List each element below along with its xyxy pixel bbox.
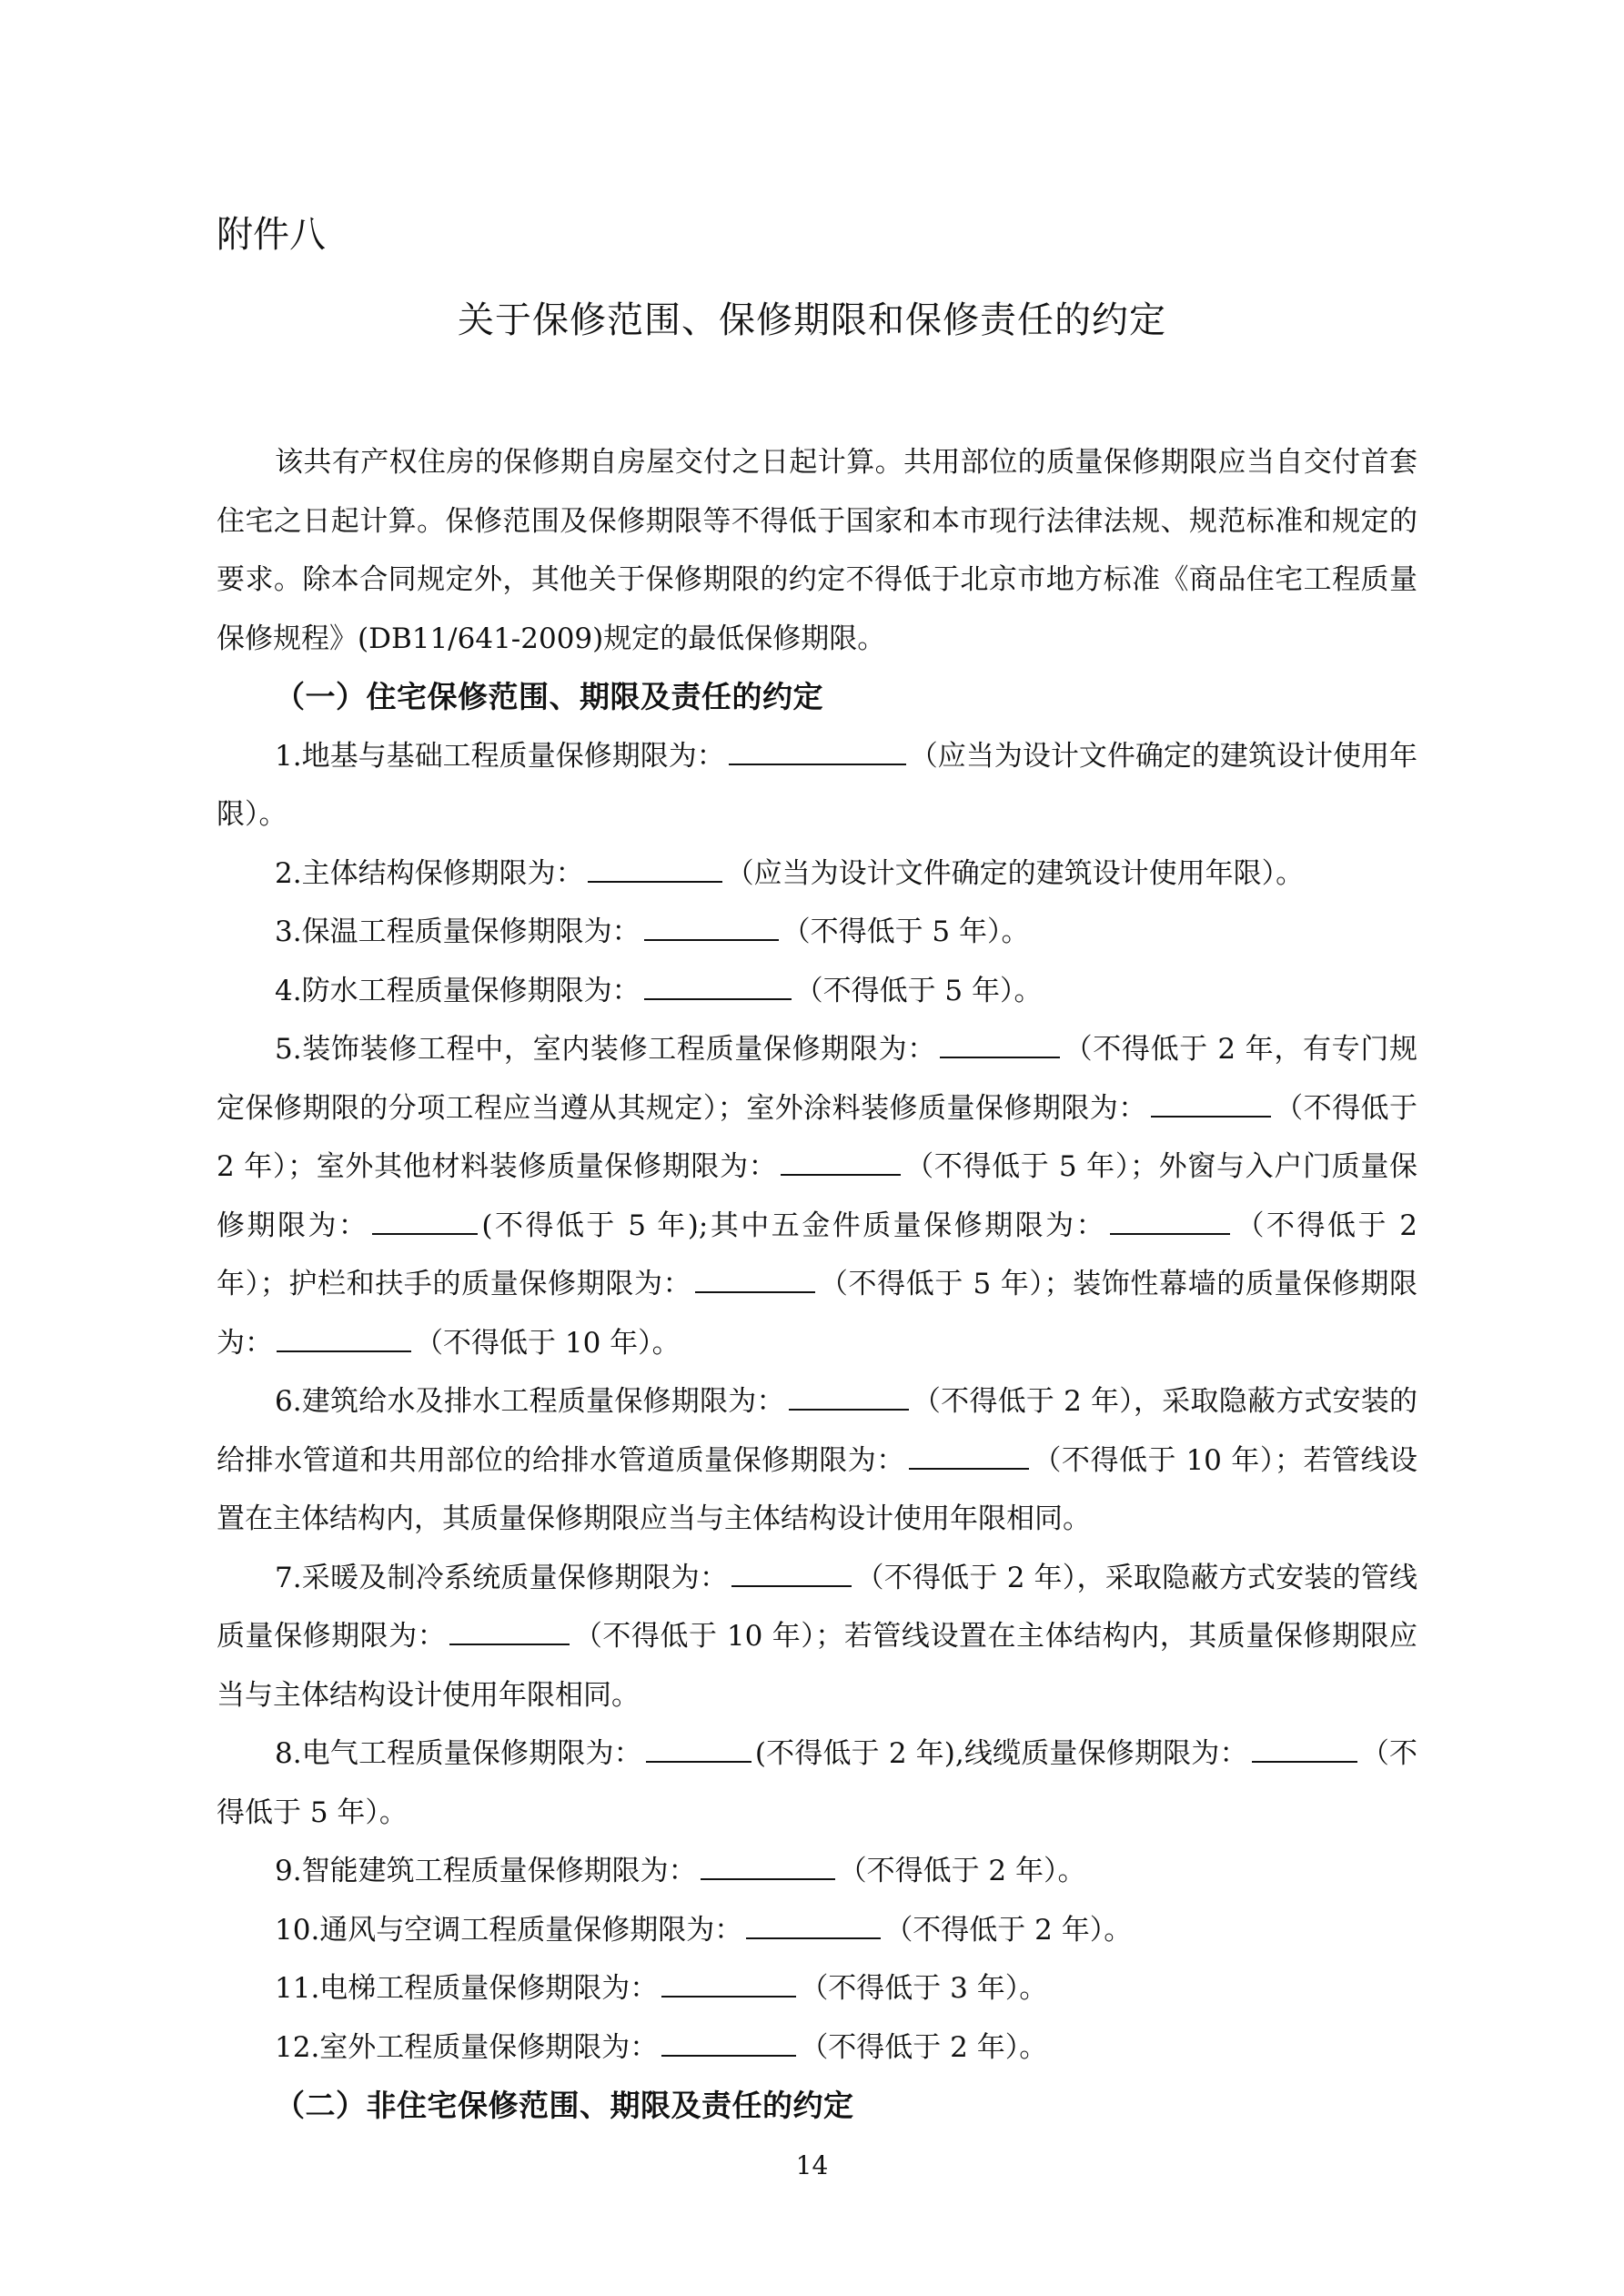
clause-text: （不得低于 3 年）。 — [800, 1972, 1048, 2005]
clause-text: 11.电梯工程质量保修期限为： — [275, 1972, 659, 2005]
clause-text: （不得低于 2 年），采取隐蔽方式安装的给排水管道和共用部位的给排水管道质量保修期限为： — [217, 1385, 1417, 1477]
clause-text: 10.通风与空调工程质量保修期限为： — [275, 1913, 743, 1947]
fill-in-blank[interactable] — [588, 853, 722, 883]
section-heading-non-residential: （二）非住宅保修范围、期限及责任的约定 — [275, 2088, 854, 2123]
document-body — [217, 433, 1417, 2136]
clause-text: (不得低于 5 年);其中五金件质量保修期限为： — [481, 1209, 1107, 1242]
document-title: 关于保修范围、保修期限和保修责任的约定 — [458, 299, 1166, 341]
clause-outdoor — [217, 2018, 1417, 2078]
clause-text: 5.装饰装修工程中，室内装修工程质量保修期限为： — [275, 1033, 936, 1066]
clause-text: （不得低于 5 年）；装饰性幕墙的质量保修期限为： — [217, 1268, 1418, 1360]
fill-in-blank[interactable] — [729, 735, 906, 765]
clause-elevator — [217, 1959, 1417, 2018]
fill-in-blank[interactable] — [449, 1615, 570, 1645]
fill-in-blank[interactable] — [909, 1440, 1029, 1470]
clause-text: 2.主体结构保修期限为： — [275, 856, 584, 890]
clause-foundation — [217, 727, 1417, 845]
clause-text: （不得低于 10 年）；若管线设置在主体结构内，其质量保修期限应当与主体结构设计使用年限相同。 — [217, 1443, 1418, 1535]
fill-in-blank[interactable] — [372, 1205, 478, 1235]
clause-text: 4.防水工程质量保修期限为： — [275, 974, 641, 1007]
fill-in-blank[interactable] — [646, 1733, 751, 1763]
fill-in-blank[interactable] — [789, 1381, 909, 1411]
clause-text: （不得低于 2 年）。 — [800, 2030, 1048, 2064]
fill-in-blank[interactable] — [644, 970, 792, 1000]
clause-text: 7.采暖及制冷系统质量保修期限为： — [275, 1561, 729, 1594]
section-heading-residential: （一）住宅保修范围、期限及责任的约定 — [275, 679, 823, 714]
annex-label: 附件八 — [217, 214, 326, 256]
clause-text: 9.智能建筑工程质量保修期限为： — [275, 1855, 697, 1887]
clause-text: 3.保温工程质量保修期限为： — [275, 915, 641, 948]
clause-text: （不得低于 2 年）；护栏和扶手的质量保修期限为： — [217, 1209, 1418, 1300]
clause-electrical — [217, 1725, 1417, 1842]
fill-in-blank[interactable] — [731, 1557, 852, 1587]
fill-in-blank[interactable] — [746, 1909, 881, 1939]
clause-text: （不得低于 10 年）；若管线设置在主体结构内，其质量保修期限应当与主体结构设计使用年限相同。 — [217, 1620, 1418, 1712]
clause-decoration — [217, 1020, 1417, 1372]
clause-heating-cooling — [217, 1549, 1417, 1725]
clause-water-drainage — [217, 1372, 1417, 1549]
clause-main-structure — [217, 845, 1417, 904]
fill-in-blank[interactable] — [781, 1146, 901, 1176]
clause-text: 12.室外工程质量保修期限为： — [275, 2030, 659, 2064]
intro-paragraph: 该共有产权住房的保修期自房屋交付之日起计算。共用部位的质量保修期限应当自交付首套住宅之日起计算。保修范围及保修期限等不得低于国家和本市现行法律法规、规范标准和规定的要求。除本合同规定外，其他关于保修期限的约定不得低于北京市地方标准《商品住宅工程质量保修规程》(DB11/641-2009)规定的最低保修期限。 — [217, 446, 1417, 655]
page-number: 14 — [795, 2150, 829, 2180]
clause-text: （不得低于 5 年）；外窗与入户门质量保修期限为： — [217, 1150, 1417, 1242]
clause-text: （不得低于 2 年，有专门规定保修期限的分项工程应当遵从其规定）；室外涂料装修质量保修期限为： — [217, 1033, 1417, 1125]
clause-text: 8.电气工程质量保修期限为： — [275, 1737, 642, 1770]
fill-in-blank[interactable] — [940, 1028, 1060, 1058]
clause-text: （不得低于 5 年）。 — [217, 1737, 1418, 1829]
clause-text: （应当为设计文件确定的建筑设计使用年限）。 — [217, 739, 1418, 831]
fill-in-blank[interactable] — [1151, 1087, 1271, 1118]
clause-text: （不得低于 2 年）。 — [884, 1913, 1133, 1947]
fill-in-blank[interactable] — [661, 2027, 796, 2057]
clause-text: （不得低于 2 年），采取隐蔽方式安装的管线质量保修期限为： — [217, 1561, 1417, 1653]
clause-waterproofing — [217, 962, 1417, 1021]
clause-text: （应当为设计文件确定的建筑设计使用年限）。 — [725, 856, 1305, 890]
clause-text: （不得低于 10 年）。 — [415, 1326, 681, 1360]
fill-in-blank[interactable] — [1110, 1205, 1230, 1235]
fill-in-blank[interactable] — [277, 1322, 411, 1352]
clause-text: 6.建筑给水及排水工程质量保修期限为： — [275, 1385, 785, 1418]
fill-in-blank[interactable] — [1252, 1733, 1357, 1763]
clause-text: （不得低于 5 年）。 — [794, 974, 1043, 1007]
clause-insulation — [217, 903, 1417, 962]
clause-text: （不得低于 5 年）。 — [782, 915, 1030, 948]
clause-text: （不得低于 2 年）；室外其他材料装修质量保修期限为： — [217, 1091, 1418, 1183]
clause-text: (不得低于 2 年),线缆质量保修期限为： — [754, 1737, 1248, 1770]
fill-in-blank[interactable] — [644, 911, 779, 941]
fill-in-blank[interactable] — [695, 1263, 815, 1293]
clause-intelligent-building — [217, 1842, 1417, 1901]
clause-text: （不得低于 2 年）。 — [838, 1855, 1086, 1887]
fill-in-blank[interactable] — [661, 1967, 796, 1998]
fill-in-blank[interactable] — [701, 1850, 835, 1880]
clause-text: 1.地基与基础工程质量保修期限为： — [275, 739, 725, 773]
clause-ventilation — [217, 1901, 1417, 1960]
